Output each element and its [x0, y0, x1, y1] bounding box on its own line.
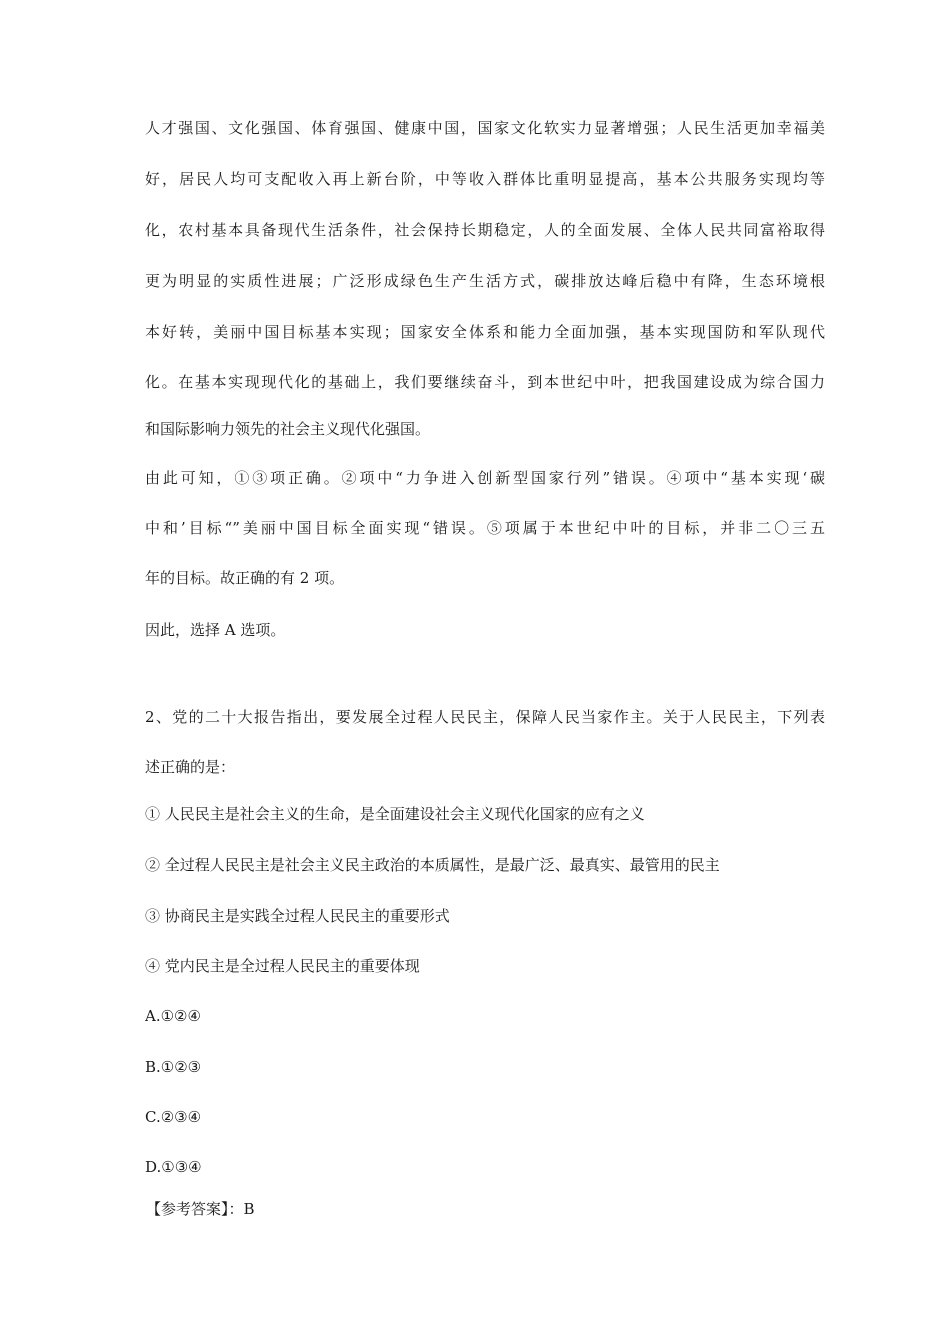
option-a: A.①②④: [145, 1007, 201, 1025]
explanation-line: 本好转，美丽中国目标基本实现；国家安全体系和能力全面加强，基本实现国防和军队现代: [145, 323, 825, 341]
option-b: B.①②③: [145, 1058, 202, 1076]
explanation-line: 人才强国、文化强国、体育强国、健康中国，国家文化软实力显著增强；人民生活更加幸福美: [145, 119, 825, 137]
analysis-line: 年的目标。故正确的有 2 项。: [145, 569, 345, 587]
statement-3: ③ 协商民主是实践全过程人民民主的重要形式: [145, 907, 450, 925]
statement-1: ① 人民民主是社会主义的生命，是全面建设社会主义现代化国家的应有之义: [145, 805, 645, 823]
statement-4: ④ 党内民主是全过程人民民主的重要体现: [145, 957, 420, 975]
option-c: C.②③④: [145, 1108, 202, 1126]
question-stem-line: 述正确的是：: [145, 758, 236, 776]
explanation-line: 好，居民人均可支配收入再上新台阶，中等收入群体比重明显提高，基本公共服务实现均等: [145, 170, 825, 188]
statement-2: ② 全过程人民民主是社会主义民主政治的本质属性，是最广泛、最真实、最管用的民主: [145, 856, 720, 874]
reference-answer: 【参考答案】：B: [146, 1200, 255, 1218]
explanation-line: 化。在基本实现现代化的基础上，我们要继续奋斗，到本世纪中叶，把我国建设成为综合国力: [145, 373, 825, 391]
question-stem-line: 2、党的二十大报告指出，要发展全过程人民民主，保障人民当家作主。关于人民民主，下列表: [145, 708, 825, 726]
analysis-line: 中和’目标“”美丽中国目标全面实现“错误。⑤项属于本世纪中叶的目标，并非二〇三五: [145, 519, 825, 537]
conclusion-text: 因此，选择 A 选项。: [145, 621, 286, 639]
option-d: D.①③④: [145, 1158, 202, 1176]
analysis-line: 由此可知，①③项正确。②项中“力争进入创新型国家行列”错误。④项中“基本实现‘碳: [145, 469, 825, 487]
explanation-line: 化，农村基本具备现代生活条件，社会保持长期稳定，人的全面发展、全体人民共同富裕取得: [145, 221, 825, 239]
explanation-line: 和国际影响力领先的社会主义现代化强国。: [145, 420, 431, 438]
explanation-line: 更为明显的实质性进展；广泛形成绿色生产生活方式，碳排放达峰后稳中有降，生态环境根: [145, 272, 825, 290]
